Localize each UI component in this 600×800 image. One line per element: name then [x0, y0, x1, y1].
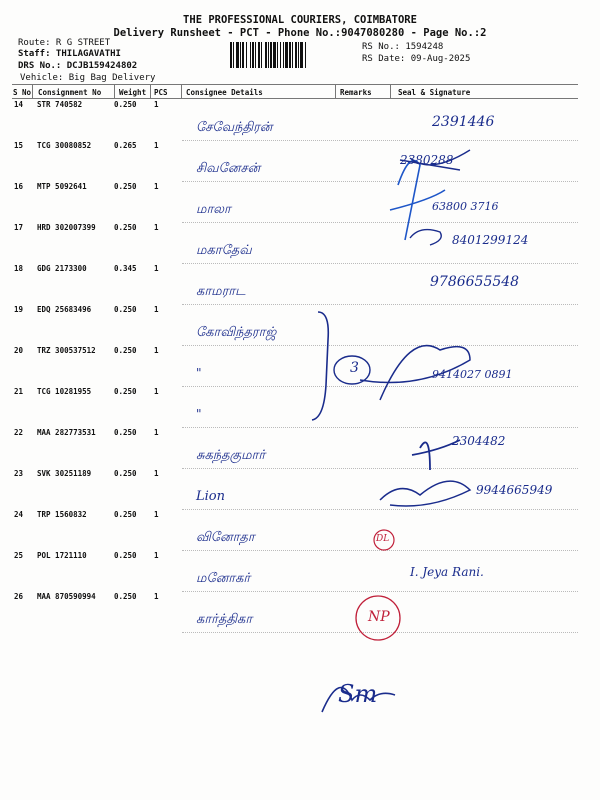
row-weight: 0.250 — [114, 305, 137, 314]
signature-stroke — [400, 150, 470, 170]
rs-date: RS Date: 09-Aug-2025 — [362, 54, 471, 64]
col-weight: Weight — [119, 88, 147, 97]
row-pcs: 1 — [154, 100, 159, 109]
rs-number: RS No.: 1594248 — [362, 42, 444, 52]
row-pcs: 1 — [154, 428, 159, 437]
row-sno: 16 — [14, 182, 24, 191]
row-pcs: 1 — [154, 551, 159, 560]
runsheet-subtitle: Delivery Runsheet - PCT - Phone No.:9047080280 - Page No.:2 — [113, 27, 487, 39]
row-pcs: 1 — [154, 346, 159, 355]
row-consignee: " — [196, 366, 202, 380]
row-consignment-no: STR 740582 — [37, 100, 83, 109]
row-pcs: 1 — [154, 223, 159, 232]
row-consignment-no: POL 1721110 — [37, 551, 87, 560]
row-sno: 14 — [14, 100, 24, 109]
signature-stroke — [412, 440, 460, 470]
group-bracket — [312, 312, 328, 420]
row-sno: 25 — [14, 551, 24, 560]
row-consignee: சுகந்தகுமார் — [196, 448, 266, 463]
row-sno: 26 — [14, 592, 24, 601]
row-consignment-no: HRD 302007399 — [37, 223, 96, 232]
row-signature: 9414027 0891 — [432, 368, 513, 381]
row-consignment-no: TCG 30080852 — [37, 141, 92, 150]
row-consignee: மகாதேவ் — [196, 243, 252, 258]
col-pcs: PCS — [154, 88, 168, 97]
remark-dl: DL — [376, 534, 390, 544]
row-consignee: வினோதா — [196, 530, 255, 545]
signature-stroke — [410, 230, 441, 245]
row-signature: 8401299124 — [452, 233, 529, 247]
row-pcs: 1 — [154, 592, 159, 601]
staff-label: Staff: THILAGAVATHI — [18, 49, 121, 59]
row-signature: I. Jeya Rani. — [410, 565, 484, 579]
signature-stroke — [390, 161, 445, 241]
row-consignment-no: MTP 5092641 — [37, 182, 87, 191]
vehicle-label: Vehicle: Big Bag Delivery — [20, 73, 156, 83]
row-consignment-no: TRZ 300537512 — [37, 346, 96, 355]
col-consignment: Consignment No — [38, 88, 102, 97]
row-weight: 0.250 — [114, 428, 137, 437]
route-label: Route: R G STREET — [18, 38, 111, 48]
col-signature: Seal & Signature — [398, 88, 471, 97]
row-sno: 24 — [14, 510, 24, 519]
row-signature: 9944665949 — [476, 483, 553, 497]
row-weight: 0.250 — [114, 592, 137, 601]
row-consignee: சிவனேசன் — [196, 161, 261, 176]
row-weight: 0.250 — [114, 100, 137, 109]
row-signature: 63800 3716 — [432, 200, 499, 213]
row-pcs: 1 — [154, 510, 159, 519]
row-pcs: 1 — [154, 264, 159, 273]
remark-np: NP — [368, 609, 390, 625]
row-consignment-no: TRP 1560832 — [37, 510, 87, 519]
row-weight: 0.345 — [114, 264, 137, 273]
row-consignment-no: EDQ 25683496 — [37, 305, 92, 314]
row-pcs: 1 — [154, 469, 159, 478]
row-signature: 2391446 — [432, 114, 495, 130]
row-consignment-no: SVK 30251189 — [37, 469, 92, 478]
row-consignee: Lion — [196, 489, 225, 504]
company-title: THE PROFESSIONAL COURIERS, COIMBATORE — [183, 14, 417, 26]
row-sno: 22 — [14, 428, 24, 437]
row-sno: 23 — [14, 469, 24, 478]
row-weight: 0.250 — [114, 182, 137, 191]
row-consignment-no: TCG 10281955 — [37, 387, 92, 396]
col-consignee: Consignee Details — [186, 88, 263, 97]
row-consignee: " — [196, 407, 202, 421]
row-signature: 2380288 — [400, 153, 454, 167]
row-signature: 2304482 — [452, 434, 506, 448]
row-weight: 0.250 — [114, 551, 137, 560]
row-pcs: 1 — [154, 141, 159, 150]
row-weight: 0.250 — [114, 510, 137, 519]
signature-stroke — [380, 481, 470, 506]
row-consignment-no: MAA 282773531 — [37, 428, 96, 437]
row-sno: 21 — [14, 387, 24, 396]
row-consignment-no: MAA 870590994 — [37, 592, 96, 601]
row-pcs: 1 — [154, 182, 159, 191]
row-sno: 19 — [14, 305, 24, 314]
row-weight: 0.250 — [114, 223, 137, 232]
row-sno: 15 — [14, 141, 24, 150]
row-pcs: 1 — [154, 387, 159, 396]
row-consignment-no: GDG 2173300 — [37, 264, 87, 273]
group-mark: 3 — [350, 360, 359, 376]
row-sno: 17 — [14, 223, 24, 232]
row-signature: 9786655548 — [430, 274, 520, 290]
row-pcs: 1 — [154, 305, 159, 314]
signature-stroke — [360, 346, 470, 400]
row-consignee: கோவிந்தராஜ் — [196, 325, 277, 340]
row-sno: 18 — [14, 264, 24, 273]
row-weight: 0.250 — [114, 469, 137, 478]
row-consignee: கார்த்திகா — [196, 612, 253, 627]
col-sno: S No — [13, 88, 32, 97]
row-consignee: காமராட — [196, 284, 246, 299]
row-consignee: மாலா — [196, 202, 231, 217]
row-consignee: மனோகர் — [196, 571, 251, 586]
row-consignee: சேவேந்திரன் — [196, 120, 273, 135]
footer-sign-text: Sm — [338, 680, 378, 708]
drs-label: DRS No.: DCJB159424802 — [18, 61, 138, 71]
col-remarks: Remarks — [340, 88, 372, 97]
row-weight: 0.265 — [114, 141, 137, 150]
row-sno: 20 — [14, 346, 24, 355]
row-weight: 0.250 — [114, 387, 137, 396]
row-weight: 0.250 — [114, 346, 137, 355]
